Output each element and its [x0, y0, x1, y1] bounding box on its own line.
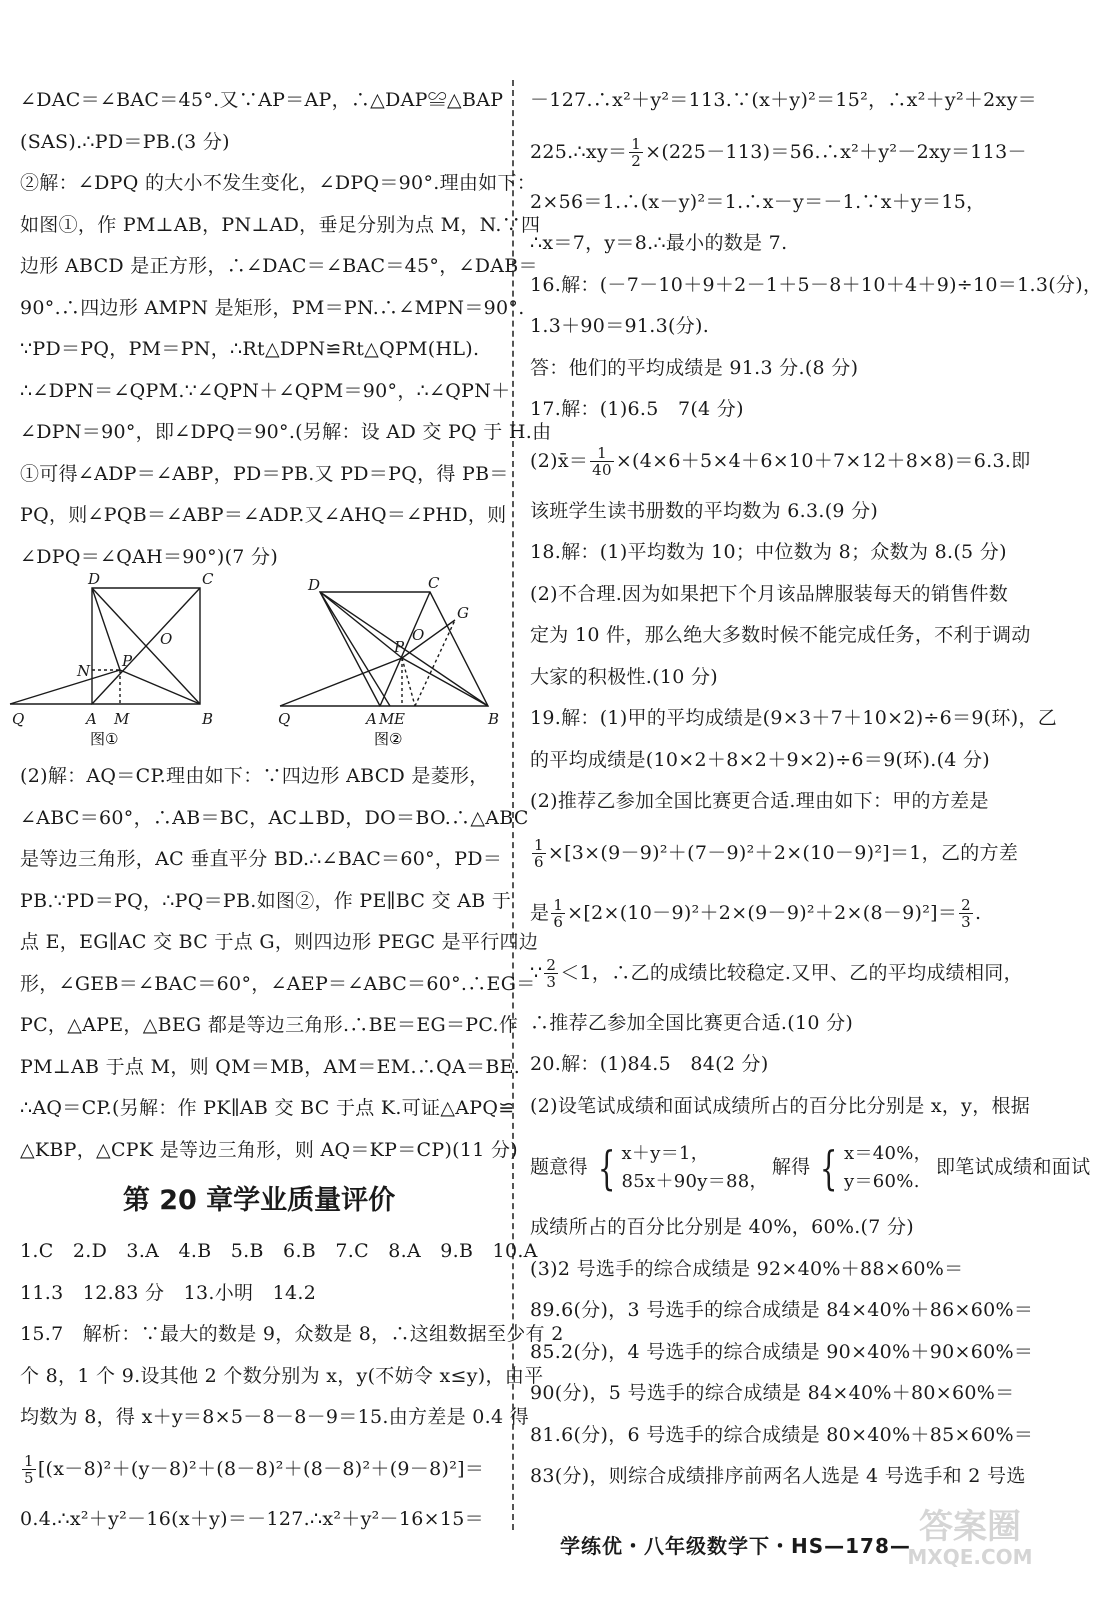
fraction: $\frac{2}{3}$ — [546, 955, 557, 991]
text-line: ①可得∠ADP＝∠ABP，PD＝PB.又 PD＝PQ，得 PB＝ — [20, 462, 509, 485]
fig2-label: P — [394, 638, 405, 656]
segment-pe — [402, 658, 415, 706]
text-line: PQ，则∠PQB＝∠ABP＝∠ADP.又∠AHQ＝∠PHD，则 — [20, 504, 507, 526]
fig2-label: M — [379, 710, 395, 728]
solution-system: { x＝40%， y＝60%. — [820, 1141, 932, 1195]
text-line: 是 $\frac{1}{6}$ ×[2×(10－9)²＋2×(9－9)²＋2×(8－9)²]＝ $\frac{2}{3}$ . — [530, 895, 982, 931]
text-line: 如图①，作 PM⊥AB，PN⊥AD，垂足分别为点 M，N.∵四 — [20, 213, 541, 236]
text-line: 个 8，1 个 9.设其他 2 个数分别为 x，y(不妨令 x≤y)，由平 — [20, 1364, 544, 1387]
figure-1-caption: 图① — [90, 730, 119, 748]
fraction: $\frac{1}{6}$ — [534, 835, 544, 871]
text-line: 1.C 2.D 3.A 4.B 5.B 6.B 7.C 8.A 9.B 10.A — [20, 1240, 538, 1262]
page-footer: 学练优・八年级数学下・HS—178— — [560, 1534, 911, 1558]
text-line: 83(分)，则综合成绩排序前两名人选是 4 号选手和 2 号选 — [530, 1465, 1026, 1487]
segment-qp — [10, 670, 120, 704]
fig1-label: O — [160, 630, 173, 648]
fig1-label: M — [114, 710, 130, 728]
segment-dp — [92, 588, 120, 670]
text-line: PC，△APE，△BEG 都是等边三角形.∴BE＝EG＝PC.作 — [20, 1014, 519, 1036]
text-line: 题意得 { x＋y＝1， 85x＋90y＝88， 解得 { x＝40%， y＝60%. 即笔试成绩和面试 — [530, 1141, 1091, 1195]
fraction: $\frac{2}{3}$ — [961, 895, 972, 931]
watermark-url: MXQE.COM — [907, 1545, 1033, 1569]
fig2-label: B — [488, 710, 500, 728]
text-line: 该班学生读书册数的平均数为 6.3.(9 分) — [530, 499, 879, 522]
text-line: 89.6(分)，3 号选手的综合成绩是 84×40%＋86×60%＝ — [530, 1299, 1034, 1321]
fig2-label: A — [366, 710, 377, 728]
text-line: 2×56＝1.∴(x－y)²＝1.∴x－y＝－1.∵x＋y＝15， — [530, 190, 986, 213]
text-line: 点 E，EG∥AC 交 BC 于点 G，则四边形 PEGC 是平行四边 — [20, 931, 539, 953]
fig1-label: D — [88, 570, 101, 588]
text-line: 90°.∴四边形 AMPN 是矩形，PM＝PN.∴∠MPN＝90°. — [20, 296, 525, 319]
fig2-label: G — [457, 604, 469, 622]
fig1-label: C — [202, 570, 214, 588]
text-line: $\frac{1}{6}$ ×[3×(9－9)²＋(7－9)²＋2×(10－9)²]＝1，乙的方差 — [534, 835, 1019, 871]
fig2-label: E — [394, 710, 405, 728]
text-line: ∠DPQ＝∠QAH＝90°)(7 分) — [20, 545, 279, 568]
text-line: ∴推荐乙参加全国比赛更合适.(10 分) — [530, 1011, 854, 1034]
text-line: (2)推荐乙参加全国比赛更合适.理由如下：甲的方差是 — [530, 790, 989, 812]
text-line: ∵ $\frac{2}{3}$ ＜1，∴乙的成绩比较稳定.又甲、乙的平均成绩相同， — [530, 955, 1023, 991]
text-line: PB.∵PD＝PQ，∴PQ＝PB.如图②，作 PE∥BC 交 AB 于 — [20, 889, 512, 912]
text-line: (2)解：AQ＝CP.理由如下：∵四边形 ABCD 是菱形， — [20, 765, 489, 787]
text-line: 形，∠GEB＝∠BAC＝60°，∠AEP＝∠ABC＝60°.∴EG＝ — [20, 972, 536, 995]
text-line: 答：他们的平均成绩是 91.3 分.(8 分) — [530, 356, 859, 379]
text-line: PM⊥AB 于点 M，则 QM＝MB，AM＝EM.∴QA＝BE. — [20, 1055, 521, 1078]
text-line: $\frac{1}{5}$ [(x－8)²＋(y－8)²＋(8－8)²＋(8－8)²＋(9－8)²]＝ — [24, 1451, 485, 1487]
text-line: 16.解：(－7－10＋9＋2－1＋5－8＋10＋4＋9)÷10＝1.3(分)， — [530, 273, 1102, 296]
text-line: (2)设笔试成绩和面试成绩所占的百分比分别是 x，y，根据 — [530, 1094, 1031, 1117]
text-line: ∠ABC＝60°，∴AB＝BC，AC⊥BD，DO＝BO.∴△ABC — [20, 806, 529, 829]
text-line: 边形 ABCD 是正方形，∴∠DAC＝∠BAC＝45°，∠DAB＝ — [20, 255, 538, 277]
watermark-text: 答案圈 — [919, 1507, 1021, 1547]
section-title: 第 20 章学业质量评价 — [122, 1185, 396, 1216]
text-line: 15.7 解析：∵最大的数是 9，众数是 8，∴这组数据至少有 2 — [20, 1323, 564, 1345]
watermark-logo — [870, 1500, 1070, 1570]
fraction: $\frac{1}{5}$ — [24, 1451, 34, 1487]
text-line: 的平均成绩是(10×2＋8×2＋9×2)÷6＝9(环).(4 分) — [530, 748, 991, 771]
text-line: 19.解：(1)甲的平均成绩是(9×3＋7＋10×2)÷6＝9(环)，乙 — [530, 707, 1058, 729]
text-line: 大家的积极性.(10 分) — [530, 665, 718, 688]
text-line: 85.2(分)，4 号选手的综合成绩是 90×40%＋90×60%＝ — [530, 1340, 1034, 1363]
fig1-label: A — [86, 710, 97, 728]
segment-pb — [120, 670, 200, 704]
fig1-label: Q — [12, 710, 25, 728]
text-line: ∴x＝7，y＝8.∴最小的数是 7. — [530, 232, 788, 254]
text-line: ∴∠DPN＝∠QPM.∵∠QPN＋∠QPM＝90°，∴∠QPN＋ — [20, 379, 511, 402]
text-line: 90(分)，5 号选手的综合成绩是 84×40%＋80×60%＝ — [530, 1382, 1015, 1404]
fig2-label: C — [428, 574, 440, 592]
text-line: 20.解：(1)84.5 84(2 分) — [530, 1053, 769, 1075]
text-line: (2)x̄＝ $\frac{1}{40}$ ×(4×6＋5×4＋6×10＋7×12＋8×8)＝6.3.即 — [530, 443, 1031, 479]
fig1-label: B — [202, 710, 214, 728]
figure-2-caption: 图② — [374, 730, 403, 748]
text-line: (SAS).∴PD＝PB.(3 分) — [20, 130, 230, 153]
text-line: (2)不合理.因为如果把下个月该品牌服装每天的销售件数 — [530, 582, 1009, 605]
fig1-label: P — [122, 652, 133, 670]
geometry-figures — [12, 570, 500, 756]
fig1-label: N — [77, 662, 91, 680]
text-line: ∵PD＝PQ，PM＝PN，∴Rt△DPN≌Rt△QPM(HL). — [20, 338, 480, 360]
text-line: 18.解：(1)平均数为 10；中位数为 8；众数为 8.(5 分) — [530, 541, 1007, 563]
text-line: －127.∴x²＋y²＝113.∵(x＋y)²＝15²，∴x²＋y²＋2xy＝ — [530, 89, 1037, 111]
fig2-label: D — [308, 576, 321, 594]
text-line: 81.6(分)，6 号选手的综合成绩是 80×40%＋85×60%＝ — [530, 1423, 1034, 1446]
text-line: 均数为 8，得 x＋y＝8×5－8－8－9＝15.由方差是 0.4 得 — [20, 1406, 529, 1428]
text-line: ∴AQ＝CP.(另解：作 PK∥AB 交 BC 于点 K.可证△APQ≌ — [20, 1097, 515, 1119]
fraction: $\frac{1}{40}$ — [592, 443, 612, 479]
text-line: ∠DAC＝∠BAC＝45°.又∵AP＝AP，∴△DAP≌△BAP — [20, 89, 504, 111]
text-line: (3)2 号选手的综合成绩是 92×40%＋88×60%＝ — [530, 1257, 964, 1280]
fraction: $\frac{1}{2}$ — [631, 134, 642, 170]
segment-dp-2 — [320, 592, 402, 658]
text-line: ∠DPN＝90°，即∠DPQ＝90°.(另解：设 AD 交 PQ 于 H.由 — [20, 421, 552, 443]
equation-system: { x＋y＝1， 85x＋90y＝88， — [597, 1141, 768, 1195]
text-line: 225.∴xy＝ $\frac{1}{2}$ ×(225－113)＝56.∴x²＋y²－2xy＝113－ — [530, 134, 1027, 170]
text-line: 11.3 12.83 分 13.小明 14.2 — [20, 1281, 317, 1304]
text-line: 17.解：(1)6.5 7(4 分) — [530, 398, 744, 420]
text-line: ②解：∠DPQ 的大小不发生变化，∠DPQ＝90°.理由如下： — [20, 172, 537, 194]
text-line: △KBP，△CPK 是等边三角形，则 AQ＝KP＝CP)(11 分) — [20, 1138, 519, 1161]
text-line: 定为 10 件，那么绝大多数时候不能完成任务，不利于调动 — [530, 624, 1031, 646]
right-column — [530, 80, 1102, 1498]
segment-dm — [320, 592, 390, 706]
fraction: $\frac{1}{6}$ — [553, 895, 564, 931]
fig2-label: Q — [278, 710, 291, 728]
fig2-label: O — [412, 626, 425, 644]
figures-svg — [10, 570, 510, 756]
text-line: 1.3＋90＝91.3(分). — [530, 315, 710, 337]
text-line: 是等边三角形，AC 垂直平分 BD.∴∠BAC＝60°，PD＝ — [20, 848, 503, 870]
text-line: 成绩所占的百分比分别是 40%，60%.(7 分) — [530, 1216, 914, 1238]
text-line: 0.4.∴x²＋y²－16(x＋y)＝－127.∴x²＋y²－16×15＝ — [20, 1507, 484, 1530]
